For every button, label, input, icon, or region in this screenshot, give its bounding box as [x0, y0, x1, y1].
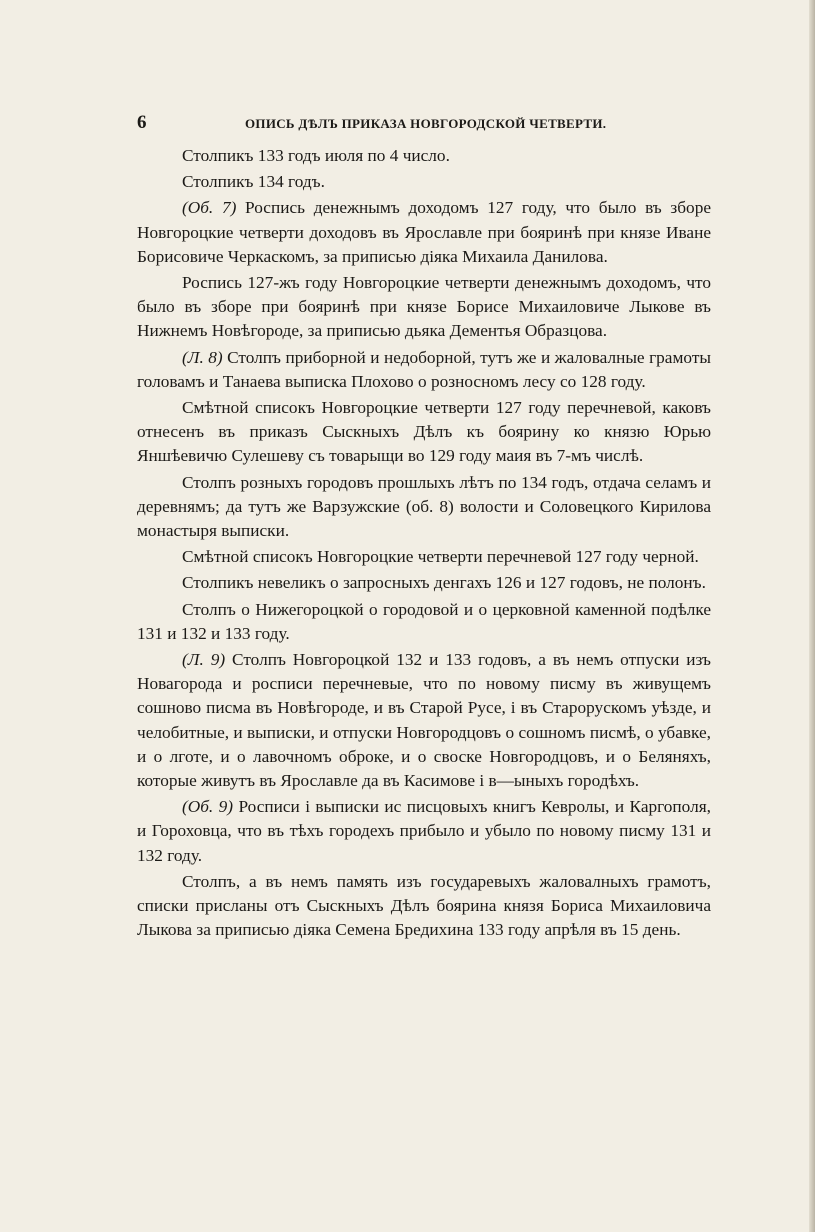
- paragraph: [137, 471, 711, 544]
- paragraph-text: Столпъ Новгороцкой 132 и 133 годовъ, а въ немъ отпуски изъ Новагорода и росписи перечневые, что по новому писму въ живущемъ сошново писма въ Новѣгороде, и въ Старой Русе, i въ Старорускомъ уѣзде, и челобитные, и выписки, и отпуски Новгородцовъ о сошномъ писмѣ, о убавке, и о лготе, и о лавочномъ оброке, и о своске Новгородцовъ, и о Беляняхъ, которые живутъ въ Ярославле да въ Касимове i в—ыныхъ городѣхъ.: [137, 650, 711, 791]
- paragraph: [137, 196, 711, 269]
- paragraph-text: Росписи i выписки ис писцовыхъ книгъ Кевролы, и Каргополя, и Гороховца, что въ тѣхъ городехъ прибыло и убыло по новому писму 131 и 132 году.: [137, 797, 711, 865]
- folio-ref: (Об. 9): [182, 797, 234, 817]
- paragraph: [137, 545, 711, 569]
- paragraph-text: Столпъ розныхъ городовъ прошлыхъ лѣтъ по 134 годъ, отдача селамъ и деревнямъ; да тутъ же Варзужские (об. 8) волости и Соловецкого Кирилова монастыря выписки.: [137, 472, 711, 541]
- paragraph-text: Столпикъ 134 годъ.: [182, 172, 325, 192]
- paragraph-text: Столпикъ 133 годъ июля по 4 число.: [182, 146, 450, 165]
- paragraph-text: Смѣтной списокъ Новгороцкие четверти перечневой 127 году черной.: [182, 547, 699, 567]
- paragraph-text: Роспись 127-жъ году Новгороцкие четверти денежнымъ доходомъ, что было въ зборе при бояринѣ при князе Борисе Михаиловиче Лыкове въ Нижнемъ Новѣгороде, за приписью дьяка Дементья Образцова.: [137, 273, 711, 341]
- paragraph: [137, 396, 711, 469]
- paragraph-text: Столпъ, а въ немъ память изъ государевыхъ жаловалныхъ грамотъ, списки присланы отъ Сыскныхъ Дѣлъ боярина князя Бориса Михаиловича Лыкова за приписью дiяка Семена Бредихина 133 году апрѣля въ 15 день.: [137, 871, 711, 940]
- paragraph: [137, 144, 711, 168]
- paragraph: [137, 795, 711, 868]
- paragraph-text: Столпъ о Нижегороцкой о городовой и о церковной каменной подѣлке 131 и 132 и 133 году.: [137, 599, 711, 643]
- paragraph: [137, 271, 711, 344]
- paragraph-text: Столпъ приборной и недоборной, тутъ же и жаловалные грамоты головамъ и Танаева выписка Плохово о розносномъ лесу со 128 году.: [137, 347, 711, 391]
- paragraph: [137, 346, 711, 394]
- paragraph-text: Смѣтной списокъ Новгороцкие четверти 127 году перечневой, каковъ отнесенъ въ приказъ Сыскныхъ Дѣлъ къ боярину ко князю Юрью Яншѣевичю Сулешеву съ товарыщи во 129 году маия въ 7-мъ числѣ.: [137, 398, 711, 466]
- text-body: [137, 144, 711, 945]
- folio-ref: (Л. 9): [182, 650, 226, 670]
- page-number: 6: [137, 112, 147, 133]
- folio-ref: (Об. 7): [182, 198, 237, 218]
- paragraph-text: Столпикъ невеликъ о запросныхъ денгахъ 126 и 127 годовъ, не полонъ.: [182, 573, 706, 593]
- paragraph-text: Роспись денежнымъ доходомъ 127 году, что было въ зборе Новгороцкие четверти доходовъ въ Ярославле при бояринѣ при князе Иване Борисовиче Черкаскомъ, за приписью дiяка Михаила Данилова.: [137, 198, 712, 266]
- paragraph: [137, 571, 711, 595]
- paragraph: [137, 648, 711, 793]
- paragraph: [137, 870, 711, 943]
- page-header: [137, 112, 607, 136]
- paragraph: [137, 170, 711, 194]
- paragraph: [137, 598, 711, 646]
- running-title: ОПИСЬ ДѢЛЪ ПРИКАЗА НОВГОРОДСКОЙ ЧЕТВЕРТИ.: [245, 116, 607, 131]
- folio-ref: (Л. 8): [182, 347, 223, 367]
- page-edge: [809, 0, 815, 1232]
